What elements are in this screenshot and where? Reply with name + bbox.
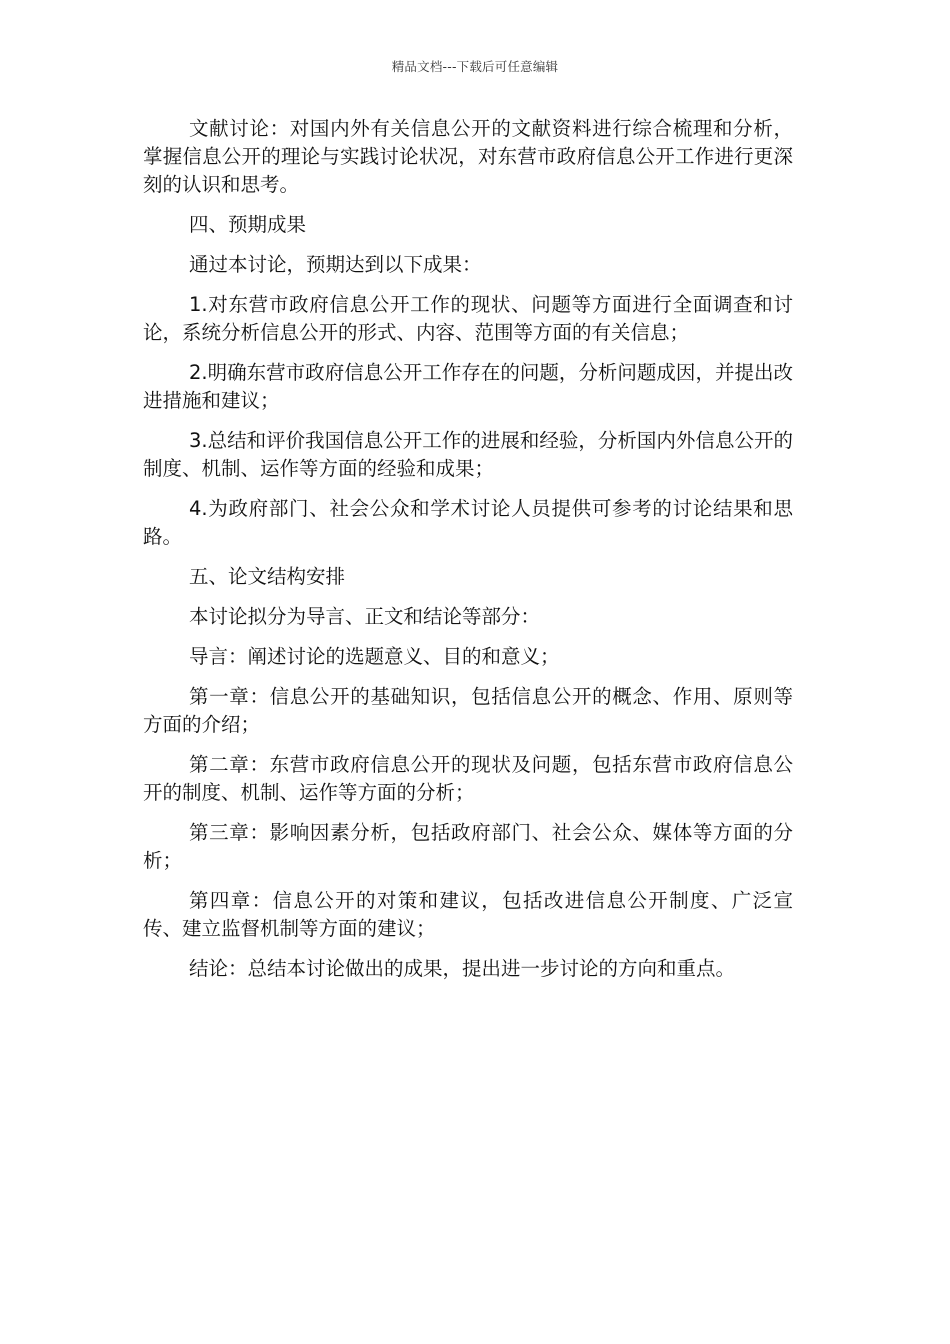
paragraph-results-intro: 通过本讨论，预期达到以下成果： (189, 253, 482, 276)
paragraph-chapter-4: 第四章：信息公开的对策和建议，包括改进信息公开制度、广泛宣传、建立监督机制等方面的建议； (143, 889, 793, 940)
page-header: 精品文档---下载后可任意编辑 (391, 59, 559, 74)
list-item-result-4: 4.为政府部门、社会公众和学术讨论人员提供可参考的讨论结果和思路。 (143, 497, 793, 548)
section-heading-expected-results: 四、预期成果 (189, 213, 307, 236)
list-item-result-3: 3.总结和评价我国信息公开工作的进展和经验，分析国内外信息公开的制度、机制、运作等方面的经验和成果； (143, 429, 793, 480)
paragraph-literature-discussion: 文献讨论：对国内外有关信息公开的文献资料进行综合梳理和分析，掌握信息公开的理论与实践讨论状况，对东营市政府信息公开工作进行更深刻的认识和思考。 (143, 117, 793, 196)
paragraph-introduction: 导言：阐述讨论的选题意义、目的和意义； (189, 645, 560, 668)
paragraph-chapter-1: 第一章：信息公开的基础知识，包括信息公开的概念、作用、原则等方面的介绍； (143, 685, 793, 736)
paragraph-chapter-3: 第三章：影响因素分析，包括政府部门、社会公众、媒体等方面的分析； (143, 821, 793, 872)
list-item-result-2: 2.明确东营市政府信息公开工作存在的问题，分析问题成因，并提出改进措施和建议； (143, 361, 793, 412)
paragraph-conclusion: 结论：总结本讨论做出的成果，提出进一步讨论的方向和重点。 (189, 957, 736, 980)
section-heading-structure: 五、论文结构安排 (189, 565, 346, 588)
paragraph-chapter-2: 第二章：东营市政府信息公开的现状及问题，包括东营市政府信息公开的制度、机制、运作等方面的分析； (143, 753, 793, 804)
paragraph-structure-intro: 本讨论拟分为导言、正文和结论等部分： (189, 605, 541, 628)
list-item-result-1: 1.对东营市政府信息公开工作的现状、问题等方面进行全面调查和讨论，系统分析信息公开的形式、内容、范围等方面的有关信息； (143, 293, 793, 344)
document-body (143, 115, 793, 995)
